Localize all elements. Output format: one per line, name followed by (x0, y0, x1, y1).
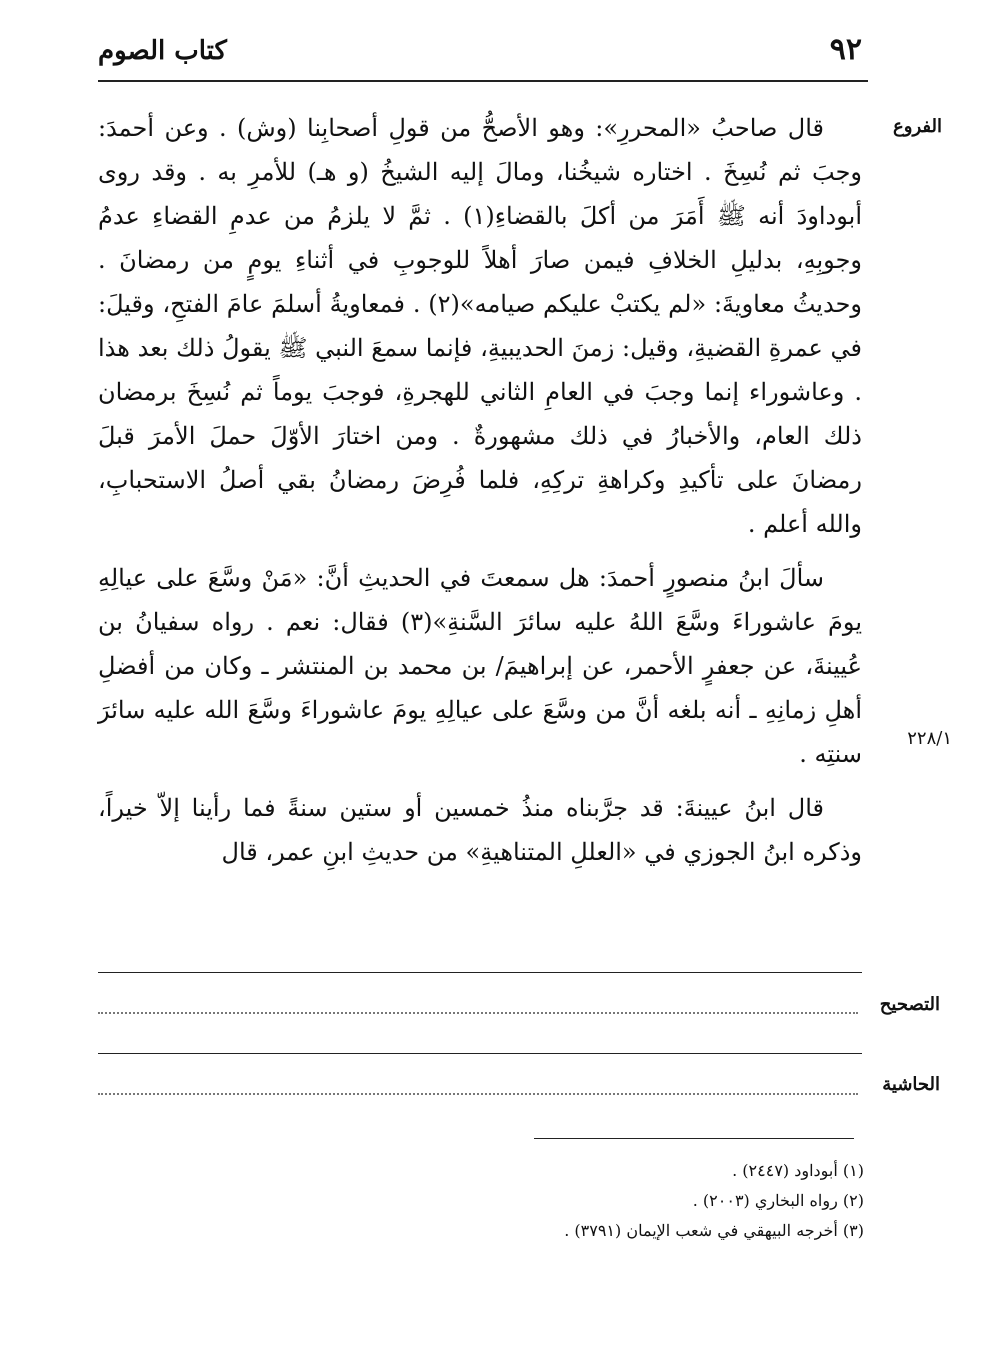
paragraph-1: قال صاحبُ «المحررِ»: وهو الأصحُّ من قولِ أصحابِنا (وش) . وعن أحمدَ: وجبَ ثم نُسِخَ . اختاره شيخُنا، ومالَ إليه الشيخُ (و هـ) للأمرِ به . وقد روى أبوداودَ أنه ﷺ أَمَرَ من أكلَ بالقضاءِ(١) . ثمَّ لا يلزمُ من عدمِ القضاءِ عدمُ وجوبِهِ، بدليلِ الخلافِ فيمن صارَ أهلاً للوجوبِ في أثناءِ يومٍ من رمضانَ . وحديثُ معاويةَ: «لم يكتبْ عليكم صيامه»(٢) . فمعاويةُ أسلمَ عامَ الفتحِ، وقيلَ: في عمرةِ القضيةِ، وقيل: زمنَ الحديبيةِ، فإنما سمعَ النبي ﷺ يقولُ ذلك بعد هذا . وعاشوراء إنما وجبَ في العامِ الثاني للهجرةِ، فوجبَ يوماً ثم نُسِخَ برمضان ذلك العام، والأخبارُ في ذلك مشهورةٌ . ومن اختارَ الأوّلَ حملَ الأمرَ قبلَ رمضانَ على تأكيدِ وكراهةِ تركِهِ، فلما فُرِضَ رمضانُ بقي أصلُ الاستحبابِ، والله أعلم . (98, 114, 863, 538)
hashiya-dotted-line (98, 1093, 858, 1095)
footnote-3: (٣) أخرجه البيهقي في شعب الإيمان (٣٧٩١) . (564, 1221, 864, 1240)
paragraph-2: سألَ ابنُ منصورٍ أحمدَ: هل سمعتَ في الحديثِ أنَّ: «مَنْ وسَّعَ على عيالِهِ يومَ عاشوراءَ وسَّعَ اللهُ عليه سائرَ السَّنةِ»(٣) فقال: نعم . رواه سفيانُ بن عُيينةَ، عن جعفرٍ الأحمر، عن إبراهيمَ/ بن محمد بن المنتشر ـ وكان من أفضلِ أهلِ زمانِهِ ـ أنه بلغه أنَّ من وسَّعَ على عيالِهِ يومَ عاشوراءَ وسَّعَ الله عليه سائرَ سنتِه . (98, 564, 862, 768)
running-title: كتاب الصوم (98, 36, 227, 66)
footnote-1: (١) أبوداود (٢٤٤٧) . (732, 1161, 864, 1180)
margin-label-furu: الفروع (893, 116, 942, 137)
tashih-label: التصحيح (879, 994, 940, 1015)
paragraph-3: قال ابنُ عيينةَ: قد جرَّبناه منذُ خمسين أو ستين سنةً فما رأينا إلاّ خيراً، وذكره ابنُ الجوزي في «العللِ المتناهيةِ» من حديثِ ابنِ عمر، قال (98, 794, 862, 866)
page-number: ٩٢ (829, 32, 862, 67)
section-rule-middle (98, 1053, 862, 1054)
footnote-rule (534, 1138, 854, 1139)
footnote-2: (٢) رواه البخاري (٢٠٠٣) . (692, 1191, 864, 1210)
header-rule (98, 80, 868, 82)
page-header (98, 30, 868, 74)
margin-folio: ٢٢٨/١ (907, 728, 952, 749)
tashih-dotted-line (98, 1012, 858, 1014)
footnotes (224, 1156, 864, 1246)
section-rule-top (98, 972, 862, 973)
main-text (98, 106, 862, 874)
hashiya-label: الحاشية (882, 1074, 940, 1095)
